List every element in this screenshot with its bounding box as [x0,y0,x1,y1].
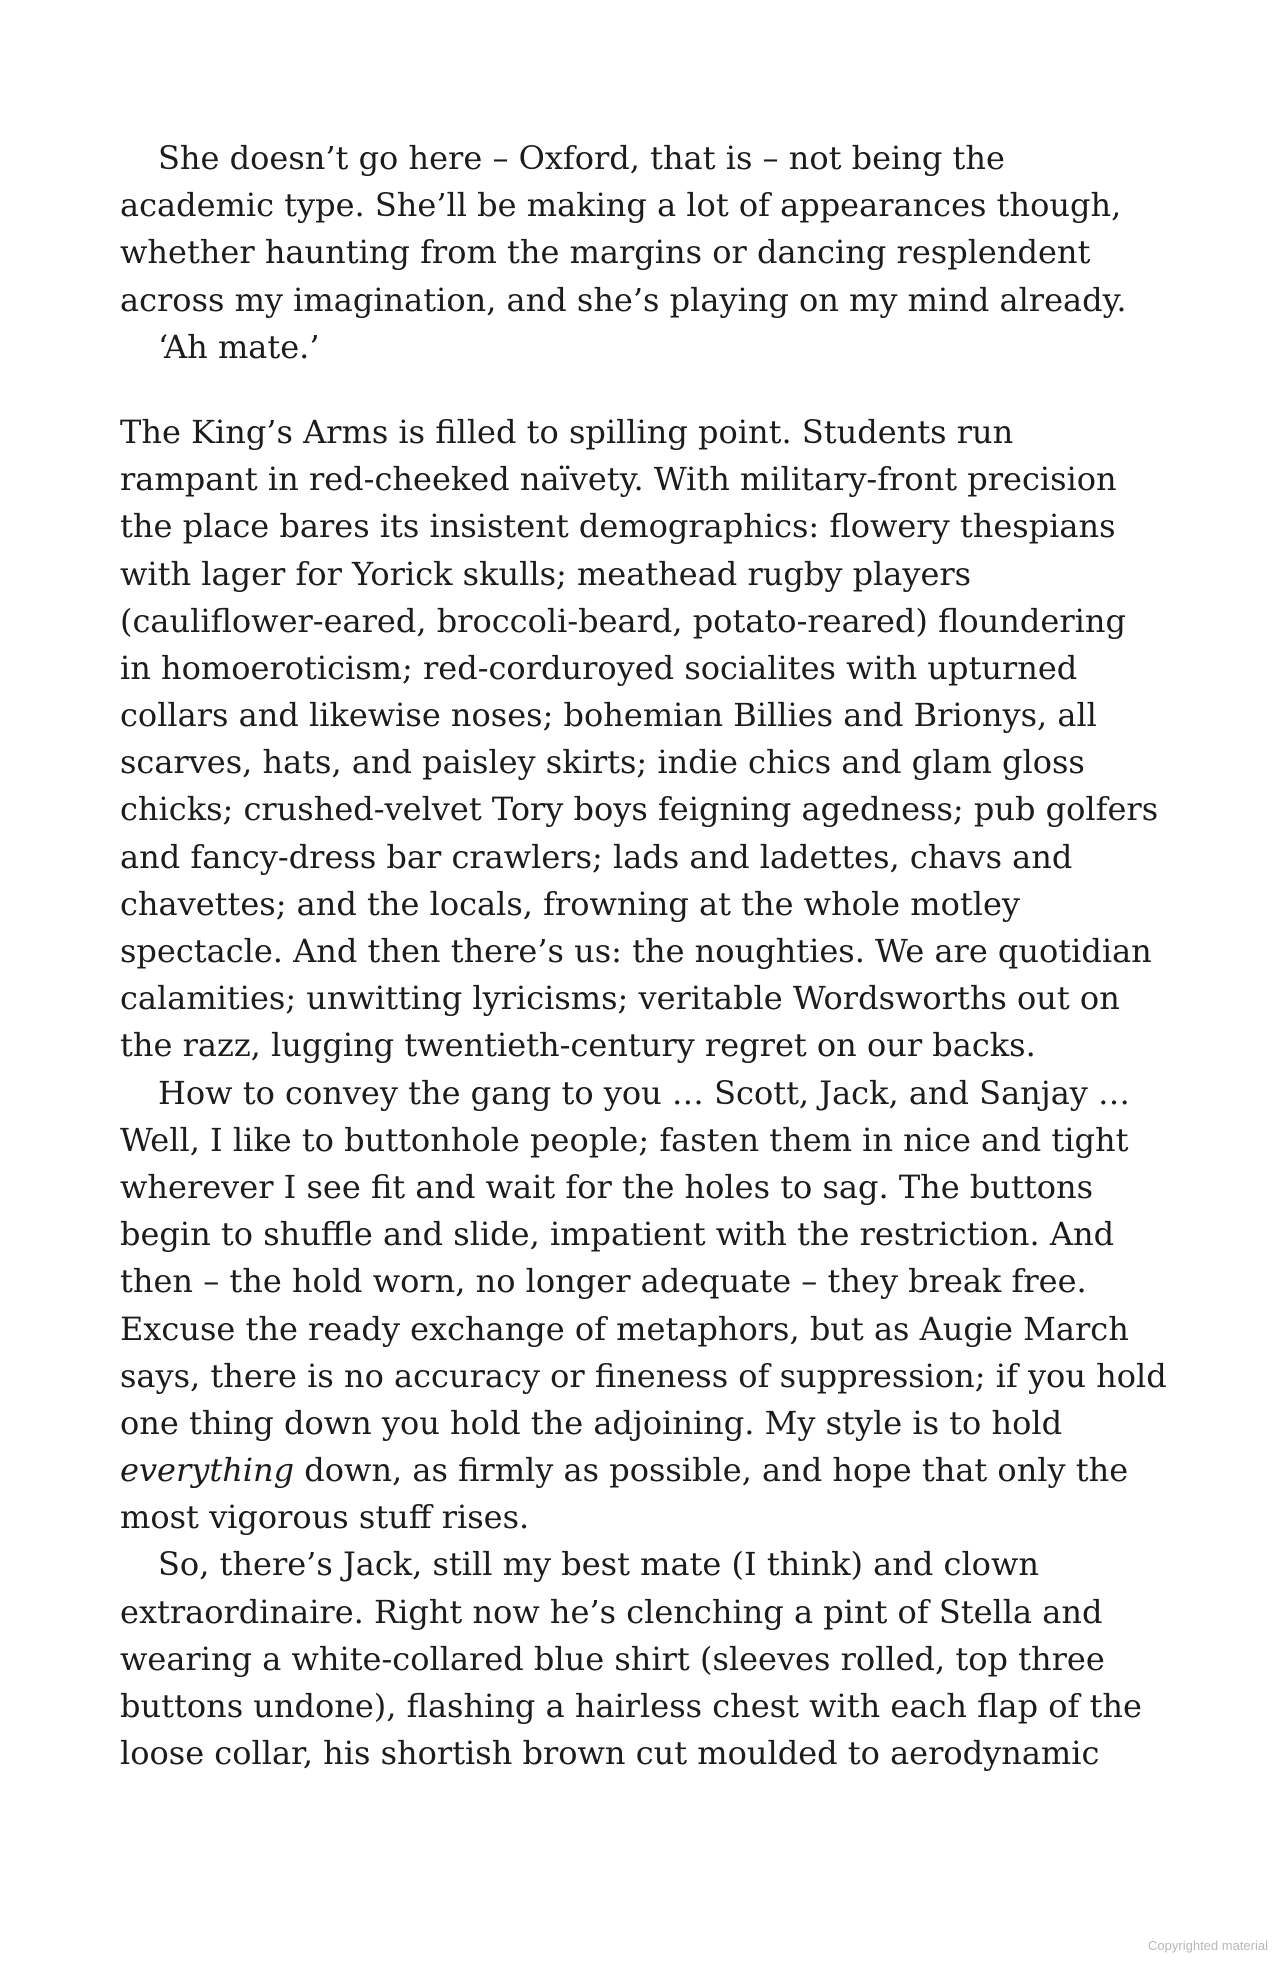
text-line: buttons undone), flashing a hairless chest with each flap of the [120,1687,1142,1725]
paragraph [120,1070,1180,1542]
copyright-watermark: Copyrighted material [1148,1938,1268,1953]
text-line: wearing a white-collared blue shirt (sleeves rolled, top three [120,1639,1105,1678]
text-line: academic type. She’ll be making a lot of appearances though, [120,186,1122,225]
paragraph [120,324,1180,371]
text-line: spectacle. And then there’s us: the noughties. We are quotidian [120,932,1152,970]
text-line: the place bares its insistent demographics: flowery thespians [120,507,1116,546]
paragraph [120,1541,1180,1777]
text-line: Excuse the ready exchange of metaphors, but as Augie March [120,1309,1129,1348]
book-page-text [120,135,1180,1777]
text-line: How to convey the gang to you … Scott, Jack, and Sanjay … [158,1073,1131,1112]
text-line: calamities; unwitting lyricisms; veritable Wordsworths out on [120,979,1120,1018]
paragraph [120,409,1180,1070]
text-line: Well, I like to buttonhole people; fasten them in nice and tight [120,1120,1129,1159]
text-line: (cauliflower-eared, broccoli-beard, potato-reared) floundering [120,601,1126,640]
text-line: the razz, lugging twentieth-century regret on our backs. [120,1026,1036,1065]
text-line: begin to shuffle and slide, impatient with the restriction. And [120,1215,1115,1254]
text-fragment: down, as firmly as possible, and hope that only the [294,1451,1129,1490]
text-line: then – the hold worn, no longer adequate – they break free. [120,1262,1087,1301]
text-line: most vigorous stuff rises. [120,1498,530,1537]
text-line: She doesn’t go here – Oxford, that is – not being the [158,139,1005,177]
text-line: with lager for Yorick skulls; meathead rugby players [120,554,972,593]
italic-emphasis: everything [120,1451,295,1490]
text-line: chicks; crushed-velvet Tory boys feigning agedness; pub golfers [120,790,1159,829]
text-line: wherever I see fit and wait for the holes to sag. The buttons [120,1167,1093,1206]
text-line: ‘Ah mate.’ [158,327,320,366]
text-line: scarves, hats, and paisley skirts; indie chics and glam gloss [120,743,1085,782]
text-line: says, there is no accuracy or fineness of suppression; if you hold [120,1356,1167,1395]
text-line: chavettes; and the locals, frowning at the whole motley [120,884,1020,923]
text-line: in homoeroticism; red-corduroyed socialites with upturned [120,648,1078,687]
text-line: across my imagination, and she’s playing on my mind already. [120,280,1127,319]
text-line: whether haunting from the margins or dancing resplendent [120,233,1091,272]
paragraph [120,135,1180,324]
section-break [120,371,1180,409]
text-line: extraordinaire. Right now he’s clenching a pint of Stella and [120,1592,1103,1631]
text-line: loose collar, his shortish brown cut moulded to aerodynamic [120,1734,1100,1773]
text-line: one thing down you hold the adjoining. My style is to hold [120,1403,1063,1442]
text-line: and fancy-dress bar crawlers; lads and ladettes, chavs and [120,837,1073,876]
text-line: rampant in red-cheeked naïvety. With military-front precision [120,460,1117,499]
text-line [120,1447,1180,1494]
text-line: So, there’s Jack, still my best mate (I think) and clown [158,1545,1039,1584]
text-line: collars and likewise noses; bohemian Billies and Brionys, all [120,696,1097,735]
text-line: The King’s Arms is filled to spilling point. Students run [120,412,1014,451]
